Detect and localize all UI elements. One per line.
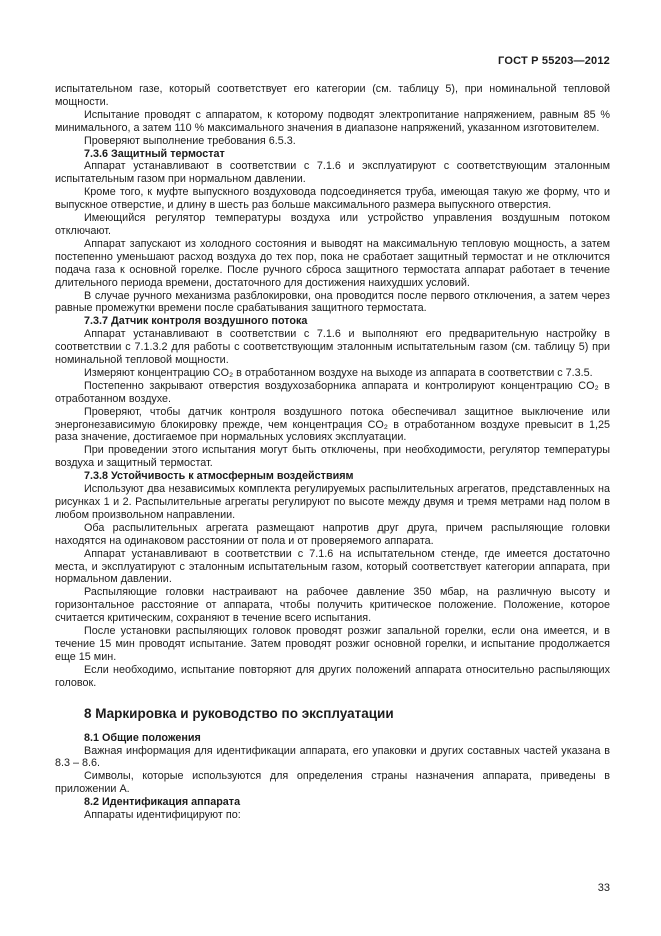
paragraph: Распыляющие головки настраивают на рабочее давление 350 мбар, на различную высоту и горизонтальное расстояние от аппарата, чтобы получить критическое положение. Положение, которое считается критическим, сохраняют в течение всего испытания. xyxy=(55,586,610,625)
paragraph: Если необходимо, испытание повторяют для других положений аппарата относительно распыляющих головок. xyxy=(55,663,610,689)
paragraph: Аппарат устанавливают в соответствии с 7.1.6 и выполняют его предварительную настройку в соответствии с 7.1.3.2 для работы с соответствующим эталонным испытательным газом (см. таблицу 5) при номинальной тепловой мощности. xyxy=(55,328,610,367)
paragraph: Символы, которые используются для определения страны назначения аппарата, приведены в приложении А. xyxy=(55,770,610,796)
paragraph: Аппарат запускают из холодного состояния и выводят на максимальную тепловую мощность, а затем постепенно уменьшают расход воздуха до тех пор, пока не сработает защитный термостат и не отключится подача газа к основной горелке. После ручного сброса защитного термостата аппарат работает в течение длительного периода времени, достаточного для достижения наихудших условий. xyxy=(55,237,610,289)
paragraph: Кроме того, к муфте выпускного воздуховода подсоединяется труба, имеющая такую же форму, что и выпускное отверстие, и длину в шесть раз больше максимального размера выпускного отверстия. xyxy=(55,186,610,212)
paragraph: Проверяют, чтобы датчик контроля воздушного потока обеспечивал защитное выключение или энергонезависимую блокировку прежде, чем концентрация CO₂ в отработанном воздухе превысит в 1,25 раза значение, достигаемое при нормальных условиях эксплуатации. xyxy=(55,405,610,444)
subsection-heading: 8.1 Общие положения xyxy=(84,731,201,744)
paragraph: Используют два независимых комплекта регулируемых распылительных агрегатов, представленных на рисунках 1 и 2. Распылительные агрегаты регулируют по высоте между двумя и тремя метрами над полом в любом произвольном направлении. xyxy=(55,483,610,521)
page-number: 33 xyxy=(597,882,610,894)
document-footer xyxy=(598,882,610,894)
document-body xyxy=(55,83,610,822)
paragraph: В случае ручного механизма разблокировки, она проводится после первого отключения, а затем через равные промежутки времени после срабатывания защитного термостата. xyxy=(55,289,610,315)
subsection-heading: 7.3.8 Устойчивость к атмосферным воздействиям xyxy=(84,470,354,483)
chapter-heading: 8 Маркировка и руководство по эксплуатации xyxy=(84,705,394,721)
paragraph: Аппарат устанавливают в соответствии с 7.1.6 на испытательном стенде, где имеется достаточно места, и эксплуатируют с эталонным испытательным газом, который соответствует категории аппарата, при нормальном давлении. xyxy=(55,547,610,586)
paragraph: Испытание проводят с аппаратом, к которому подводят электропитание напряжением, равным 85 % минимального, а затем 110 % максимального значения в диапазоне напряжений, указанном изготовителем. xyxy=(55,108,610,134)
paragraph: Аппарат устанавливают в соответствии с 7.1.6 и эксплуатируют с соответствующим эталонным испытательным газом при нормальном давлении. xyxy=(55,160,610,186)
paragraph: Проверяют выполнение требования 6.5.3. xyxy=(84,134,296,147)
paragraph: После установки распыляющих головок проводят розжиг запальной горелки, если она имеется, и в течение 15 мин проводят испытание. Затем проводят розжиг основной горелки, и испытание продолжается еще 15 мин. xyxy=(55,625,610,663)
subsection-heading: 7.3.6 Защитный термостат xyxy=(84,147,225,160)
paragraph: При проведении этого испытания могут быть отключены, при необходимости, регулятор температуры воздуха и защитный термостат. xyxy=(55,444,610,470)
doc-number: ГОСТ Р 55203—2012 xyxy=(498,55,610,67)
subsection-heading: 8.2 Идентификация аппарата xyxy=(84,796,241,809)
paragraph: Имеющийся регулятор температуры воздуха или устройство управления воздушным потоком отключают. xyxy=(55,212,610,237)
paragraph: Постепенно закрывают отверстия воздухозаборника аппарата и контролируют концентрацию CO₂ в отработанном воздухе. xyxy=(55,379,610,405)
paragraph: Важная информация для идентификации аппарата, его упаковки и других составных частей указана в 8.3 – 8.6. xyxy=(55,744,610,770)
document-header xyxy=(55,55,610,67)
paragraph: Аппараты идентифицируют по: xyxy=(84,809,241,822)
paragraph: Измеряют концентрацию CO₂ в отработанном воздухе на выходе из аппарата в соответствии с 7.3.5. xyxy=(84,366,593,379)
paragraph: Оба распылительных агрегата размещают напротив друг друга, причем распыляющие головки находятся на одинаковом расстоянии от пола и от проверяемого аппарата. xyxy=(55,521,610,547)
paragraph: испытательном газе, который соответствует его категории (см. таблицу 5), при номинальной тепловой мощности. xyxy=(55,83,610,108)
subsection-heading: 7.3.7 Датчик контроля воздушного потока xyxy=(84,315,308,328)
